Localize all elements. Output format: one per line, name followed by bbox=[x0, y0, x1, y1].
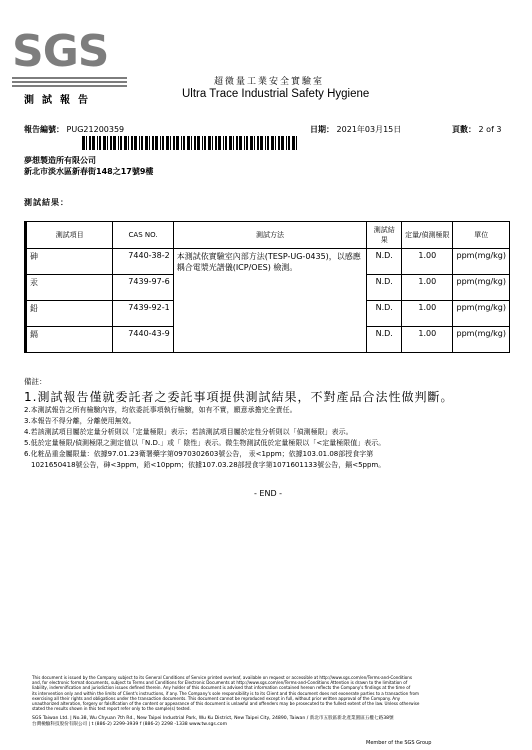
barcode-bar bbox=[86, 136, 87, 150]
barcode-bar bbox=[128, 136, 129, 150]
barcode-bar bbox=[208, 136, 211, 150]
end-marker: - END - bbox=[254, 489, 283, 498]
barcode-bar bbox=[113, 136, 116, 150]
cell-item: 汞 bbox=[26, 275, 113, 301]
report-title-zh: 測試報告 bbox=[24, 95, 96, 106]
cell-cas: 7440-43-9 bbox=[113, 327, 173, 353]
barcode-bar bbox=[166, 136, 169, 150]
barcode-bar bbox=[181, 136, 182, 150]
disclaimer-line: its intervention only and within the limits of Client's instructions, if any. The Company's sole responsibility is to its Client and this document does not exonerate parties to a transaction from bbox=[32, 690, 420, 696]
cell-limit: 1.00 bbox=[402, 249, 453, 275]
barcode-bar bbox=[162, 136, 164, 150]
barcode-bar bbox=[244, 136, 245, 150]
cell-unit: ppm(mg/kg) bbox=[453, 301, 510, 327]
table-header-row bbox=[26, 222, 510, 249]
report-date bbox=[310, 124, 401, 135]
barcode-bar bbox=[187, 136, 190, 150]
barcode-bar bbox=[212, 136, 213, 150]
barcode-bar bbox=[215, 136, 217, 150]
barcode-bar bbox=[149, 136, 150, 150]
header-result: 測試結果 bbox=[367, 222, 402, 249]
page-value: 2 of 3 bbox=[478, 125, 502, 134]
lab-name-zh: 超微量工業安全實驗室 bbox=[214, 77, 325, 87]
page-number bbox=[452, 124, 502, 135]
barcode-bar bbox=[233, 136, 234, 150]
barcode-bar bbox=[191, 136, 192, 150]
logo-stripe bbox=[12, 85, 127, 87]
barcode-bar bbox=[229, 136, 232, 150]
barcode-bar bbox=[286, 136, 287, 150]
footer-disclaimer bbox=[32, 675, 502, 711]
note-item: 3.本報告不得分離，分離使用無效。 bbox=[24, 417, 136, 425]
barcode-bar bbox=[118, 136, 119, 150]
barcode-bar bbox=[271, 136, 274, 150]
barcode-bar bbox=[236, 136, 238, 150]
barcode-bar bbox=[134, 136, 137, 150]
logo-stripe bbox=[12, 77, 127, 79]
date-value: 2021年03月15日 bbox=[336, 125, 402, 134]
barcode-bar bbox=[223, 136, 224, 150]
barcode-bar bbox=[103, 136, 106, 150]
cell-limit: 1.00 bbox=[402, 275, 453, 301]
cell-limit: 1.00 bbox=[402, 327, 453, 353]
barcode-bar bbox=[265, 136, 266, 150]
cell-result: N.D. bbox=[367, 275, 402, 301]
client-name: 夢想製造所有限公司 bbox=[24, 156, 96, 165]
disclaimer-line: exercising all their rights and obligations under the transaction documents. This document cannot be reproduced except in full, without prior written approval of the Company. Any bbox=[32, 695, 401, 701]
notes-title: 備註： bbox=[24, 377, 47, 386]
barcode-bar bbox=[254, 136, 255, 150]
barcode-bar bbox=[267, 136, 269, 150]
cell-unit: ppm(mg/kg) bbox=[453, 249, 510, 275]
disclaimer-line: liability, indemnification and jurisdiction issues defined therein. Any holder of this document is advised that information contained hereon reflects the Company's findings at the time of bbox=[32, 685, 411, 691]
barcode-bar bbox=[225, 136, 227, 150]
barcode-bar bbox=[281, 136, 284, 150]
barcode bbox=[82, 136, 300, 150]
barcode-bar bbox=[170, 136, 171, 150]
cell-cas: 7439-92-1 bbox=[113, 301, 173, 327]
cell-result: N.D. bbox=[367, 301, 402, 327]
barcode-bar bbox=[152, 136, 154, 150]
barcode-bar bbox=[92, 136, 95, 150]
barcode-bar bbox=[278, 136, 280, 150]
cell-item: 鉛 bbox=[26, 301, 113, 327]
barcode-bar bbox=[183, 136, 185, 150]
cell-limit: 1.00 bbox=[402, 301, 453, 327]
disclaimer-line: stated the results shown in this test report refer only to the sample(s) tested. bbox=[32, 706, 191, 712]
cell-result: N.D. bbox=[367, 249, 402, 275]
barcode-bar bbox=[275, 136, 276, 150]
cell-item: 砷 bbox=[26, 249, 113, 275]
barcode-bar bbox=[257, 136, 259, 150]
note-item: 5.低於定量極限/偵測極限之測定值以「N.D.」或「 陰性」表示。微生物測試低於定量極限以「<定量極限值」表示。 bbox=[24, 439, 386, 447]
barcode-bar bbox=[155, 136, 158, 150]
cell-item: 鎘 bbox=[26, 327, 113, 353]
address-line: SGS Taiwan Ltd. | No.38, Wu Chyuan 7th Rd., New Taipei Industrial Park, Wu Ku District, New Taipei City, 24890, Taiwan / 新北市五股區新北產業園區五權七路38號 bbox=[32, 716, 394, 721]
header-item: 測試項目 bbox=[26, 222, 113, 249]
barcode-bar bbox=[120, 136, 122, 150]
note-item: 1021650418號公告，砷<3ppm，鉛<10ppm；依據107.03.28部授食字第1071601133號公告，鎘<5ppm。 bbox=[31, 461, 386, 469]
page-label: 頁數： bbox=[452, 125, 476, 134]
cell-method: 本測試依實驗室內部方法(TESP-UG-0435)，以感應耦合電漿光譜儀(ICP/OES) 檢測。 bbox=[173, 249, 367, 353]
disclaimer-line: unauthorized alteration, forgery or falsification of the content or appearance of this document is unlawful and offenders may be prosecuted to the fullest extent of the law. Unless otherwise bbox=[32, 701, 420, 707]
cell-cas: 7440-38-2 bbox=[113, 249, 173, 275]
header-unit: 單位 bbox=[453, 222, 510, 249]
barcode-bar bbox=[110, 136, 112, 150]
barcode-bar bbox=[296, 136, 297, 150]
barcode-bar bbox=[139, 136, 140, 150]
barcode-bar bbox=[202, 136, 203, 150]
note-item: 6.化粧品重金屬限量：依據97.01.23衛署藥字第0970302603號公告， 汞<1ppm；依據103.01.08部授食字第 bbox=[24, 450, 374, 458]
barcode-bar bbox=[124, 136, 127, 150]
barcode-bar bbox=[107, 136, 108, 150]
barcode-bar bbox=[246, 136, 248, 150]
client-info bbox=[24, 155, 153, 177]
disclaimer-line: This document is issued by the Company subject to its General Conditions of Service printed overleaf, available on request or accessible at http://www.sgs.com/en/Terms-and-Conditions bbox=[32, 675, 413, 680]
table-row bbox=[26, 249, 510, 275]
barcode-bar bbox=[141, 136, 143, 150]
logo-stripe bbox=[12, 81, 127, 83]
results-title: 測試結果： bbox=[24, 198, 69, 207]
report-number bbox=[24, 124, 124, 135]
lab-name-en: Ultra Trace Industrial Safety Hygiene bbox=[182, 88, 370, 100]
sgs-logo bbox=[12, 26, 127, 90]
barcode-bar bbox=[99, 136, 101, 150]
note-item: 2.本測試報告之所有檢驗內容，均依委託事項執行檢驗，如有不實，願意承擔完全責任。 bbox=[24, 406, 297, 414]
barcode-bar bbox=[173, 136, 175, 150]
disclaimer-line: and, for electronic format documents, subject to Terms and Conditions for Electronic Documents at http://www.sgs.com/en/Terms-and-Conditions Attention is drawn to the limitation of bbox=[32, 680, 408, 686]
barcode-bar bbox=[89, 136, 91, 150]
contact-line: 台灣檢驗科技股份有限公司 | t (886-2) 2299-3939 f (886-2) 2298 -1338 www.tw.sgs.com bbox=[32, 722, 228, 727]
note-item: 1.測試報告僅就委託者之委託事項提供測試結果，不對產品合法性做判斷。 bbox=[24, 390, 454, 404]
cell-result: N.D. bbox=[367, 327, 402, 353]
footer-address bbox=[32, 716, 502, 728]
barcode-bar bbox=[145, 136, 148, 150]
results-table bbox=[24, 221, 510, 353]
barcode-bar bbox=[131, 136, 133, 150]
sgs-member-note: Member of the SGS Group bbox=[366, 740, 432, 746]
barcode-bar bbox=[288, 136, 290, 150]
barcode-bar bbox=[160, 136, 161, 150]
cell-cas: 7439-97-6 bbox=[113, 275, 173, 301]
barcode-bar bbox=[194, 136, 196, 150]
barcode-bar bbox=[82, 136, 85, 150]
header-limit: 定量/偵測極限 bbox=[402, 222, 453, 249]
report-no-label: 報告編號： bbox=[24, 125, 64, 134]
barcode-bar bbox=[204, 136, 206, 150]
barcode-bar bbox=[218, 136, 221, 150]
header-cas: CAS NO. bbox=[113, 222, 173, 249]
barcode-bar bbox=[260, 136, 263, 150]
barcode-bar bbox=[197, 136, 200, 150]
cell-unit: ppm(mg/kg) bbox=[453, 275, 510, 301]
cell-unit: ppm(mg/kg) bbox=[453, 327, 510, 353]
report-no-value: PUG21200359 bbox=[66, 125, 125, 134]
date-label: 日期： bbox=[310, 125, 334, 134]
barcode-bar bbox=[250, 136, 253, 150]
header-method: 測試方法 bbox=[173, 222, 367, 249]
notes-section bbox=[24, 376, 514, 471]
barcode-bar bbox=[176, 136, 179, 150]
sgs-logo-text: SGS bbox=[12, 26, 109, 77]
note-item: 4.若該測試項目屬於定量分析則以「定量極限」表示；若該測試項目屬於定性分析則以「偵測極限」表示。 bbox=[24, 428, 353, 436]
barcode-bar bbox=[239, 136, 242, 150]
barcode-bar bbox=[97, 136, 98, 150]
client-address: 新北市淡水區新春街148之17號9樓 bbox=[24, 167, 154, 176]
barcode-bar bbox=[292, 136, 295, 150]
